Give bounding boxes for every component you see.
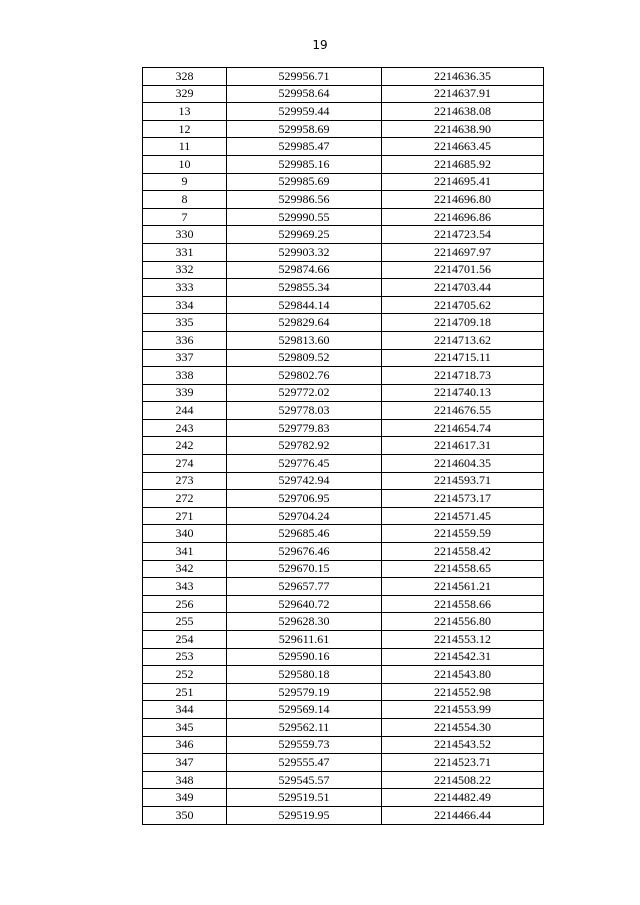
table-row [143,631,544,649]
table-row [143,367,544,385]
y-coordinate-cell: 2214636.35 [382,68,544,86]
x-coordinate-cell: 529829.64 [227,314,382,332]
point-number-cell: 350 [143,806,227,824]
table-row [143,384,544,402]
point-number-cell: 336 [143,331,227,349]
y-coordinate-cell: 2214559.59 [382,525,544,543]
x-coordinate-cell: 529670.15 [227,560,382,578]
point-number-cell: 13 [143,103,227,121]
point-number-cell: 274 [143,455,227,473]
x-coordinate-cell: 529580.18 [227,666,382,684]
x-coordinate-cell: 529958.64 [227,85,382,103]
table-row [143,560,544,578]
point-number-cell: 252 [143,666,227,684]
point-number-cell: 12 [143,120,227,138]
x-coordinate-cell: 529985.47 [227,138,382,156]
y-coordinate-cell: 2214685.92 [382,155,544,173]
point-number-cell: 254 [143,631,227,649]
y-coordinate-cell: 2214617.31 [382,437,544,455]
x-coordinate-cell: 529956.71 [227,68,382,86]
x-coordinate-cell: 529855.34 [227,279,382,297]
y-coordinate-cell: 2214573.17 [382,490,544,508]
point-number-cell: 253 [143,648,227,666]
y-coordinate-cell: 2214552.98 [382,683,544,701]
table-row [143,754,544,772]
point-number-cell: 338 [143,367,227,385]
point-number-cell: 329 [143,85,227,103]
table-row [143,736,544,754]
x-coordinate-cell: 529569.14 [227,701,382,719]
x-coordinate-cell: 529545.57 [227,771,382,789]
y-coordinate-cell: 2214654.74 [382,419,544,437]
coordinates-table [142,67,544,825]
x-coordinate-cell: 529802.76 [227,367,382,385]
table-row [143,155,544,173]
point-number-cell: 242 [143,437,227,455]
x-coordinate-cell: 529903.32 [227,243,382,261]
x-coordinate-cell: 529958.69 [227,120,382,138]
y-coordinate-cell: 2214593.71 [382,472,544,490]
x-coordinate-cell: 529559.73 [227,736,382,754]
x-coordinate-cell: 529519.95 [227,806,382,824]
x-coordinate-cell: 529779.83 [227,419,382,437]
y-coordinate-cell: 2214558.65 [382,560,544,578]
x-coordinate-cell: 529813.60 [227,331,382,349]
point-number-cell: 335 [143,314,227,332]
table-row [143,349,544,367]
x-coordinate-cell: 529778.03 [227,402,382,420]
y-coordinate-cell: 2214553.99 [382,701,544,719]
point-number-cell: 332 [143,261,227,279]
y-coordinate-cell: 2214561.21 [382,578,544,596]
y-coordinate-cell: 2214482.49 [382,789,544,807]
y-coordinate-cell: 2214696.86 [382,208,544,226]
y-coordinate-cell: 2214542.31 [382,648,544,666]
point-number-cell: 340 [143,525,227,543]
point-number-cell: 11 [143,138,227,156]
y-coordinate-cell: 2214637.91 [382,85,544,103]
point-number-cell: 330 [143,226,227,244]
x-coordinate-cell: 529685.46 [227,525,382,543]
table-row [143,683,544,701]
point-number-cell: 7 [143,208,227,226]
coordinates-table-body [143,68,544,825]
x-coordinate-cell: 529985.16 [227,155,382,173]
x-coordinate-cell: 529657.77 [227,578,382,596]
x-coordinate-cell: 529519.51 [227,789,382,807]
x-coordinate-cell: 529874.66 [227,261,382,279]
table-row [143,261,544,279]
table-row [143,789,544,807]
y-coordinate-cell: 2214697.97 [382,243,544,261]
point-number-cell: 255 [143,613,227,631]
point-number-cell: 251 [143,683,227,701]
point-number-cell: 347 [143,754,227,772]
y-coordinate-cell: 2214554.30 [382,718,544,736]
y-coordinate-cell: 2214558.42 [382,543,544,561]
x-coordinate-cell: 529628.30 [227,613,382,631]
x-coordinate-cell: 529640.72 [227,595,382,613]
point-number-cell: 331 [143,243,227,261]
table-row [143,402,544,420]
y-coordinate-cell: 2214543.52 [382,736,544,754]
y-coordinate-cell: 2214715.11 [382,349,544,367]
y-coordinate-cell: 2214703.44 [382,279,544,297]
point-number-cell: 333 [143,279,227,297]
table-row [143,525,544,543]
table-row [143,191,544,209]
table-row [143,419,544,437]
table-row [143,226,544,244]
x-coordinate-cell: 529985.69 [227,173,382,191]
y-coordinate-cell: 2214638.08 [382,103,544,121]
table-row [143,578,544,596]
x-coordinate-cell: 529969.25 [227,226,382,244]
x-coordinate-cell: 529986.56 [227,191,382,209]
x-coordinate-cell: 529562.11 [227,718,382,736]
y-coordinate-cell: 2214709.18 [382,314,544,332]
y-coordinate-cell: 2214508.22 [382,771,544,789]
x-coordinate-cell: 529704.24 [227,507,382,525]
y-coordinate-cell: 2214466.44 [382,806,544,824]
point-number-cell: 341 [143,543,227,561]
x-coordinate-cell: 529959.44 [227,103,382,121]
table-row [143,138,544,156]
point-number-cell: 348 [143,771,227,789]
y-coordinate-cell: 2214558.66 [382,595,544,613]
y-coordinate-cell: 2214663.45 [382,138,544,156]
table-row [143,85,544,103]
x-coordinate-cell: 529990.55 [227,208,382,226]
point-number-cell: 345 [143,718,227,736]
y-coordinate-cell: 2214696.80 [382,191,544,209]
y-coordinate-cell: 2214695.41 [382,173,544,191]
table-row [143,243,544,261]
y-coordinate-cell: 2214713.62 [382,331,544,349]
x-coordinate-cell: 529579.19 [227,683,382,701]
y-coordinate-cell: 2214705.62 [382,296,544,314]
x-coordinate-cell: 529555.47 [227,754,382,772]
x-coordinate-cell: 529742.94 [227,472,382,490]
table-row [143,507,544,525]
point-number-cell: 344 [143,701,227,719]
table-row [143,279,544,297]
x-coordinate-cell: 529590.16 [227,648,382,666]
page-number: 19 [312,38,328,52]
table-row [143,771,544,789]
table-row [143,472,544,490]
point-number-cell: 339 [143,384,227,402]
x-coordinate-cell: 529776.45 [227,455,382,473]
point-number-cell: 273 [143,472,227,490]
table-row [143,314,544,332]
point-number-cell: 334 [143,296,227,314]
table-row [143,543,544,561]
point-number-cell: 271 [143,507,227,525]
table-row [143,613,544,631]
table-row [143,437,544,455]
x-coordinate-cell: 529676.46 [227,543,382,561]
y-coordinate-cell: 2214718.73 [382,367,544,385]
table-row [143,103,544,121]
y-coordinate-cell: 2214556.80 [382,613,544,631]
y-coordinate-cell: 2214638.90 [382,120,544,138]
point-number-cell: 343 [143,578,227,596]
table-row [143,68,544,86]
point-number-cell: 342 [143,560,227,578]
table-row [143,806,544,824]
point-number-cell: 272 [143,490,227,508]
y-coordinate-cell: 2214604.35 [382,455,544,473]
table-row [143,296,544,314]
point-number-cell: 349 [143,789,227,807]
y-coordinate-cell: 2214543.80 [382,666,544,684]
point-number-cell: 346 [143,736,227,754]
table-row [143,120,544,138]
y-coordinate-cell: 2214723.54 [382,226,544,244]
point-number-cell: 243 [143,419,227,437]
table-row [143,490,544,508]
point-number-cell: 256 [143,595,227,613]
table-row [143,208,544,226]
y-coordinate-cell: 2214701.56 [382,261,544,279]
y-coordinate-cell: 2214740.13 [382,384,544,402]
table-row [143,666,544,684]
table-row [143,173,544,191]
y-coordinate-cell: 2214676.55 [382,402,544,420]
y-coordinate-cell: 2214523.71 [382,754,544,772]
table-row [143,718,544,736]
table-row [143,331,544,349]
x-coordinate-cell: 529844.14 [227,296,382,314]
x-coordinate-cell: 529772.02 [227,384,382,402]
point-number-cell: 337 [143,349,227,367]
point-number-cell: 10 [143,155,227,173]
x-coordinate-cell: 529809.52 [227,349,382,367]
point-number-cell: 328 [143,68,227,86]
point-number-cell: 244 [143,402,227,420]
point-number-cell: 8 [143,191,227,209]
y-coordinate-cell: 2214571.45 [382,507,544,525]
x-coordinate-cell: 529611.61 [227,631,382,649]
x-coordinate-cell: 529706.95 [227,490,382,508]
point-number-cell: 9 [143,173,227,191]
table-row [143,648,544,666]
table-row [143,701,544,719]
y-coordinate-cell: 2214553.12 [382,631,544,649]
table-row [143,455,544,473]
x-coordinate-cell: 529782.92 [227,437,382,455]
table-row [143,595,544,613]
